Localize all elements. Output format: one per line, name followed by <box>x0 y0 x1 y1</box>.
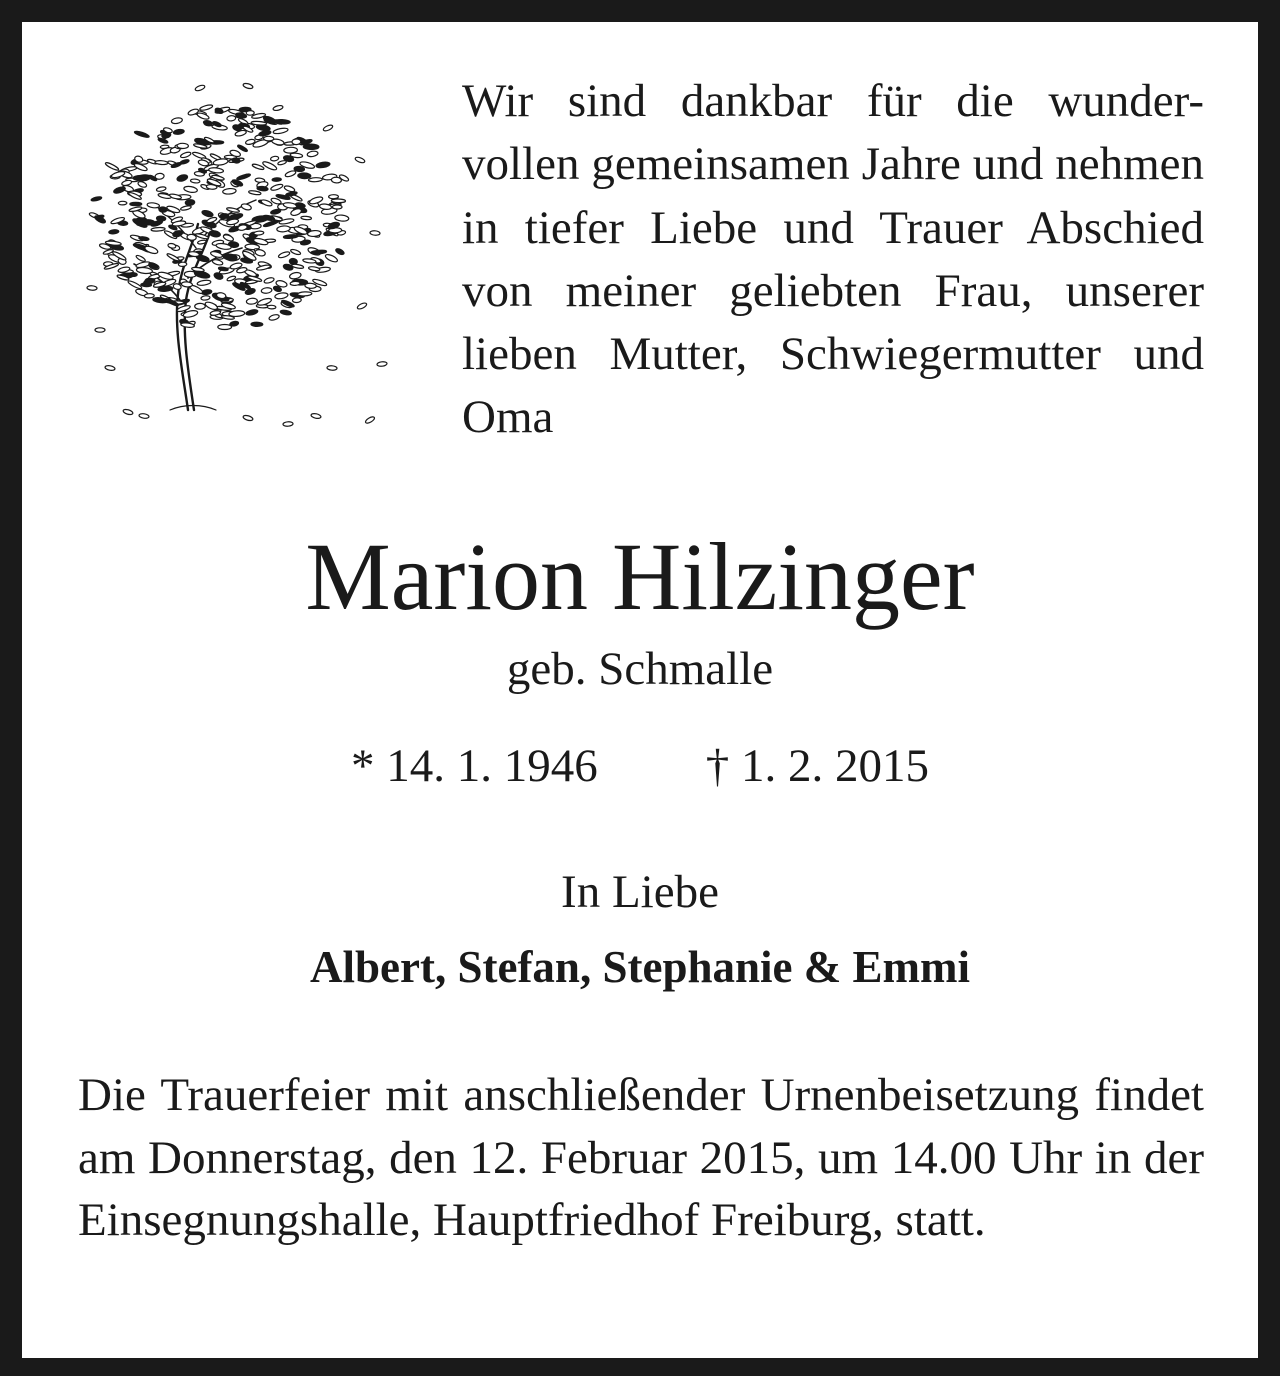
leaf <box>196 112 209 121</box>
leaf <box>283 421 293 426</box>
leaf <box>307 150 319 157</box>
leaf <box>241 203 252 211</box>
leaf <box>201 295 210 300</box>
leaf <box>180 205 191 211</box>
leaf <box>289 272 302 280</box>
leaf <box>147 202 160 208</box>
leaf <box>144 245 159 255</box>
leaf <box>335 215 349 222</box>
leaf <box>246 110 254 115</box>
leaf <box>180 151 192 158</box>
leaf <box>355 156 366 164</box>
leaf <box>87 285 97 290</box>
leaf <box>377 361 387 366</box>
leaf <box>273 105 284 112</box>
leaf <box>237 144 248 152</box>
leaf <box>264 277 275 284</box>
leaf <box>277 225 291 232</box>
leaf <box>130 202 142 205</box>
leaf <box>284 185 296 193</box>
leaf <box>204 301 218 311</box>
leaf <box>292 298 301 303</box>
leaf <box>298 292 312 297</box>
leaf <box>274 119 290 124</box>
leaf <box>134 130 150 138</box>
family-names: Albert, Stefan, Stephanie & Emmi <box>310 942 970 992</box>
leaf <box>273 127 289 134</box>
leaf <box>331 199 345 203</box>
leaf <box>248 190 261 195</box>
deceased-name: Marion Hilzinger <box>305 523 975 630</box>
birth-date: * 14. 1. 1946 <box>351 740 598 792</box>
leaf <box>290 207 302 216</box>
leaf <box>243 415 254 422</box>
leaf <box>209 230 221 238</box>
leaf <box>158 193 172 200</box>
leaf <box>176 174 188 183</box>
leaf <box>284 147 298 153</box>
leaf <box>332 205 342 209</box>
leaf <box>292 139 301 145</box>
leaf <box>255 249 266 257</box>
leaf <box>357 302 368 310</box>
leaf <box>123 409 134 416</box>
leaf <box>236 173 251 181</box>
leaf <box>305 283 317 289</box>
leaf <box>301 216 312 220</box>
leaf <box>222 188 236 195</box>
leaf <box>277 160 286 166</box>
leaf <box>159 207 168 213</box>
leaf <box>195 84 206 92</box>
leaf <box>160 145 169 149</box>
leaf <box>118 201 127 205</box>
leaf <box>181 281 192 287</box>
leaf <box>365 416 376 425</box>
leaf <box>290 281 300 286</box>
leaf <box>173 129 184 135</box>
leaf <box>212 259 223 266</box>
leaf <box>229 310 245 317</box>
leaf <box>226 207 239 213</box>
leaf <box>308 177 322 182</box>
leaf <box>105 365 116 371</box>
leaf <box>168 243 177 249</box>
leaf <box>109 229 119 234</box>
leaf <box>311 413 322 419</box>
leaf <box>370 230 380 235</box>
leaf <box>298 173 311 179</box>
leaf <box>105 161 120 171</box>
leaf <box>335 248 345 256</box>
leaf <box>95 328 105 332</box>
windblown-tree-icon <box>70 68 400 440</box>
leaf <box>290 248 301 255</box>
intro-text: Wir sind dankbar für die wunder-vollen gemeinsamen Jahre und nehmen in tiefer Liebe und Trauer Abschied von meiner geliebten Frau, unserer lieben Mutter, Schwiegermutter und Oma <box>462 75 1204 444</box>
leaf <box>197 279 211 286</box>
leaf <box>133 175 148 180</box>
leaf <box>156 186 166 192</box>
leaf <box>232 157 241 163</box>
leaf <box>151 227 165 231</box>
leaf <box>258 130 271 137</box>
leaf <box>199 104 213 111</box>
leaf <box>274 292 288 300</box>
leaf <box>323 124 334 132</box>
leaf <box>278 251 291 259</box>
leaf <box>141 219 155 225</box>
death-date: † 1. 2. 2015 <box>705 740 929 792</box>
leaf <box>195 233 209 240</box>
leaf <box>223 234 235 243</box>
leaf <box>183 185 197 193</box>
leaf <box>121 179 132 186</box>
leaf <box>270 209 281 215</box>
leaf <box>137 181 147 189</box>
leaf <box>261 287 272 294</box>
funeral-service-text: Die Trauerfeier mit anschließender Urnenbeisetzung findet am Donnerstag, den 12. Februar 2015, um 14.00 Uhr in der Einsegnungshalle, Hauptfriedhof Freiburg, statt. <box>78 1069 1204 1246</box>
leaf <box>268 314 279 321</box>
leaf <box>257 186 268 191</box>
leaf <box>190 179 200 184</box>
leaf <box>280 309 292 315</box>
leaf <box>264 136 274 141</box>
leaf <box>91 196 102 202</box>
leaf <box>111 170 126 178</box>
leaf <box>185 199 195 206</box>
leaf <box>206 184 217 190</box>
maiden-name: geb. Schmalle <box>506 643 774 695</box>
leaf <box>243 83 254 90</box>
leaf <box>246 309 259 316</box>
leaf <box>272 178 281 182</box>
leaf <box>254 231 264 236</box>
leaf <box>113 186 126 194</box>
leaf <box>187 234 197 241</box>
leaf <box>270 183 283 191</box>
leaf <box>195 303 206 309</box>
leaf <box>229 321 238 327</box>
leaf <box>270 156 279 162</box>
leaf <box>251 322 263 326</box>
leaf <box>308 266 320 271</box>
leaf <box>267 305 276 309</box>
leaf <box>135 254 146 262</box>
leaf <box>285 170 297 178</box>
leaf <box>324 253 338 263</box>
leaf <box>262 160 278 171</box>
leaf <box>144 294 154 299</box>
leaf <box>219 213 229 219</box>
leaf <box>155 160 168 165</box>
leaf <box>316 161 331 168</box>
leaf <box>327 365 337 370</box>
leaf <box>206 216 217 223</box>
life-dates <box>0 736 1280 796</box>
leaf <box>171 117 183 124</box>
leaf <box>194 270 211 279</box>
leaf <box>227 115 236 121</box>
leaf <box>246 298 258 305</box>
leaf <box>139 413 150 419</box>
in-love-line: In Liebe <box>561 866 719 918</box>
leaf <box>201 209 213 217</box>
leaf <box>177 143 188 148</box>
